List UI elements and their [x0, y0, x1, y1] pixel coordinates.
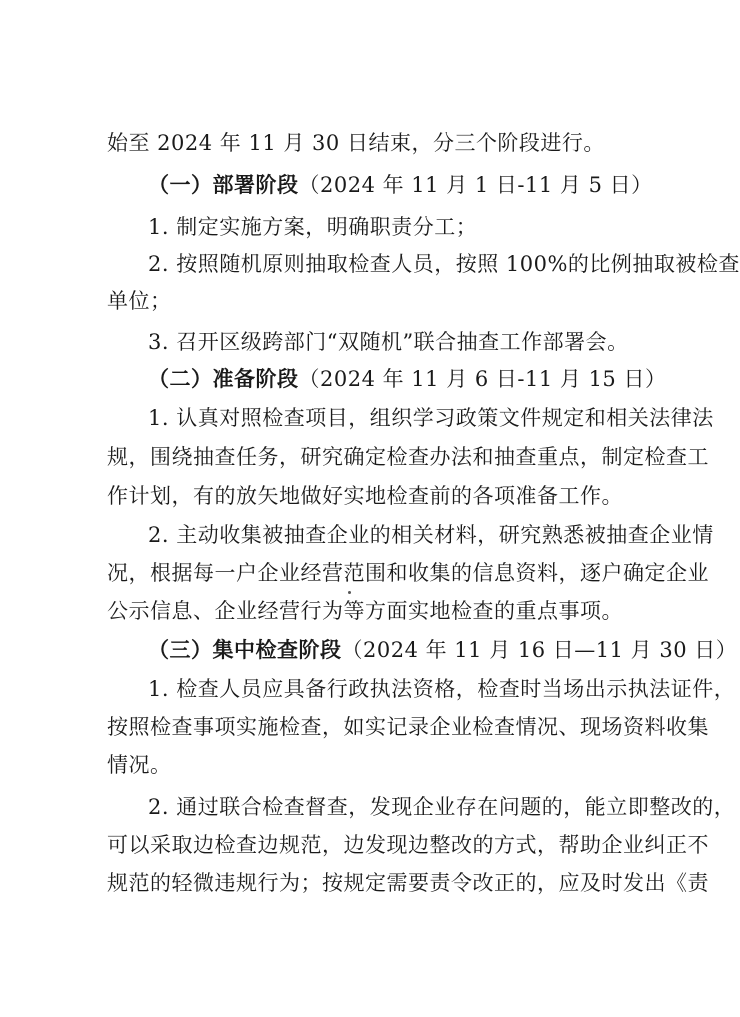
paragraph-line: 始至 2024 年 11 月 30 日结束，分三个阶段进行。: [107, 131, 605, 155]
paragraph-line: 公示信息、企业经营行为等方面实地检查的重点事项。: [107, 599, 623, 623]
paragraph-line: 况，根据每一户企业经营范围和收集的信息资料，逐户确定企业: [107, 561, 709, 585]
paragraph-line: 2. 主动收集被抽查企业的相关材料，研究熟悉被抽查企业情: [148, 523, 714, 547]
section-heading-preparation: [148, 361, 667, 397]
section-heading-label: （一）部署阶段: [148, 172, 299, 197]
paragraph-line: 1. 认真对照检查项目，组织学习政策文件规定和相关法律法: [148, 406, 714, 430]
section-heading-inspection: [148, 632, 738, 668]
paragraph-line: 情况。: [107, 753, 172, 777]
paragraph-line: 2. 通过联合检查督查，发现企业存在问题的，能立即整改的，: [148, 795, 736, 819]
section-heading-label: （二）准备阶段: [148, 366, 299, 391]
section-heading-label: （三）集中检查阶段: [148, 637, 342, 662]
paragraph-line: 规，围绕抽查任务，研究确定检查办法和抽查重点，制定检查工: [107, 445, 709, 469]
paragraph-line: 单位；: [107, 289, 172, 313]
section-heading-deployment: [148, 167, 653, 203]
section-heading-range: （2024 年 11 月 16 日—11 月 30 日）: [341, 638, 738, 662]
paragraph-line: 2. 按照随机原则抽取检查人员，按照 100%的比例抽取被检查: [148, 252, 740, 276]
paragraph-line: 可以采取边检查边规范，边发现边整改的方式，帮助企业纠正不: [107, 833, 709, 857]
scan-speck: [348, 591, 351, 594]
paragraph-line: 按照检查事项实施检查，如实记录企业检查情况、现场资料收集: [107, 715, 709, 739]
paragraph-line: 作计划，有的放矢地做好实地检查前的各项准备工作。: [107, 484, 623, 508]
paragraph-line: 1. 制定实施方案，明确职责分工；: [148, 215, 478, 239]
paragraph-line: 3. 召开区级跨部门“双随机”联合抽查工作部署会。: [148, 330, 629, 354]
paragraph-line: 规范的轻微违规行为；按规定需要责令改正的，应及时发出《责: [107, 871, 709, 895]
section-heading-range: （2024 年 11 月 6 日-11 月 15 日）: [298, 367, 667, 391]
section-heading-range: （2024 年 11 月 1 日-11 月 5 日）: [298, 173, 653, 197]
paragraph-line: 1. 检查人员应具备行政执法资格，检查时当场出示执法证件，: [148, 677, 736, 701]
